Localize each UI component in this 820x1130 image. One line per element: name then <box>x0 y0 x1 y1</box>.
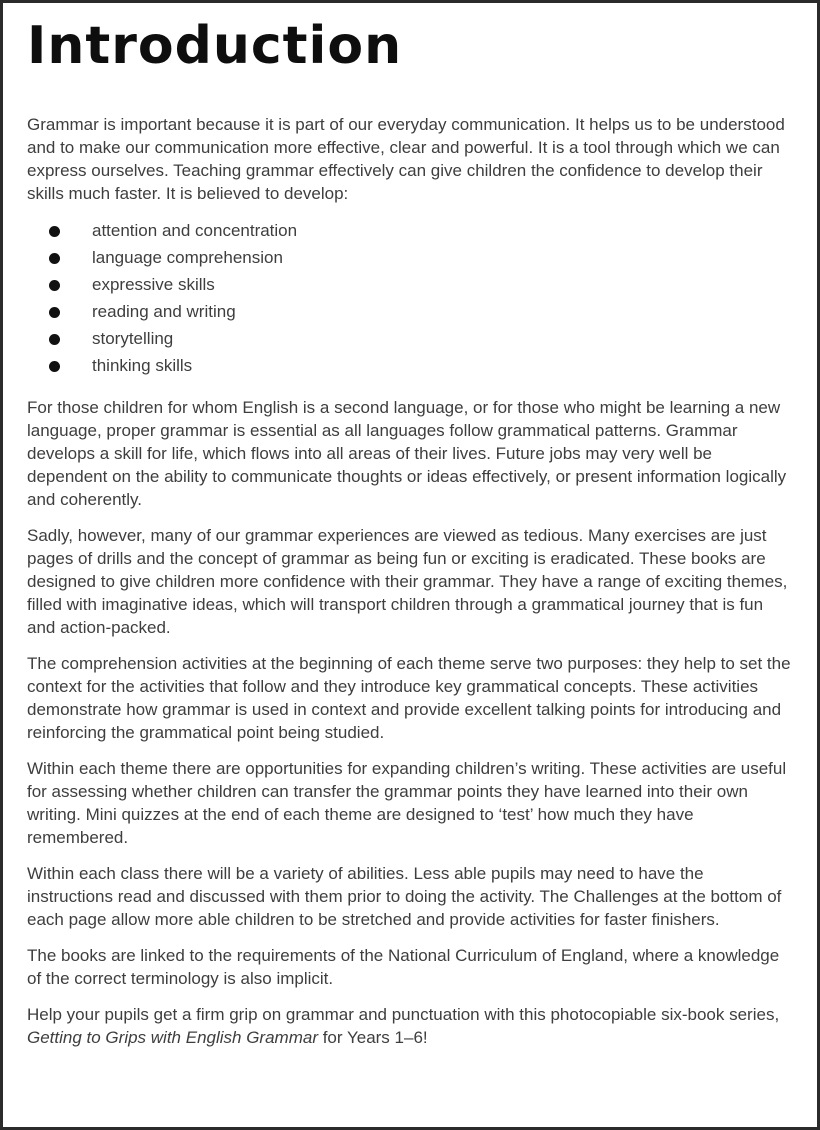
bullet-item-label: thinking skills <box>92 356 193 376</box>
paragraph-abilities: Within each class there will be a variety of abilities. Less able pupils may need to have the instructions read and discussed with them prior to doing the activity. The Challenges at the bottom of each page allow more able children to be stretched and provide activities for faster finishers. <box>27 863 782 929</box>
bullet-item <box>27 326 793 353</box>
bullet-item-label: reading and writing <box>92 302 236 322</box>
bullet-item-label: attention and concentration <box>92 221 298 241</box>
bullet-dot-icon <box>49 334 60 345</box>
paragraph-closing <box>27 1003 793 1049</box>
page-content <box>3 3 817 1049</box>
bullet-item <box>27 245 793 272</box>
paragraph-curriculum: The books are linked to the requirements of the National Curriculum of England, where a knowledge of the correct terminology is also implicit. <box>27 945 780 988</box>
bullet-dot-icon <box>49 226 60 237</box>
closing-text-pre: Help your pupils get a firm grip on grammar and punctuation with this photocopiable six-book series, <box>27 1004 780 1024</box>
bullet-dot-icon <box>49 361 60 372</box>
bullet-dot-icon <box>49 253 60 264</box>
bullet-item <box>27 353 793 380</box>
paragraph-writing: Within each theme there are opportunities for expanding children’s writing. These activities are useful for assessing whether children can transfer the grammar points they have learned into their own writing. Mini quizzes at the end of each theme are designed to ‘test’ how much they have remembered. <box>27 758 787 847</box>
bullet-item-label: expressive skills <box>92 275 215 295</box>
paragraph-second-language: For those children for whom English is a second language, or for those who might be learning a new language, proper grammar is essential as all languages follow grammatical patterns. Grammar develops a skill for life, which flows into all areas of their lives. Future jobs may very well be dependent on the ability to communicate thoughts or ideas effectively, or present information logically and coherently. <box>27 397 787 509</box>
paragraph-intro: Grammar is important because it is part of our everyday communication. It helps us to be understood and to make our communication more effective, clear and powerful. It is a tool through which we can express ourselves. Teaching grammar effectively can give children the confidence to develop their skills much faster. It is believed to develop: <box>27 114 785 203</box>
bullet-item-label: language comprehension <box>92 248 283 268</box>
paragraph-tedious: Sadly, however, many of our grammar experiences are viewed as tedious. Many exercises are just pages of drills and the concept of grammar as being fun or exciting is eradicated. These books are designed to give children more confidence with their grammar. They have a range of exciting themes, filled with imaginative ideas, which will transport children through a grammatical journey that is fun and action-packed. <box>27 525 788 637</box>
bullet-item <box>27 299 793 326</box>
bullet-item <box>27 272 793 299</box>
bullet-dot-icon <box>49 307 60 318</box>
bullet-item <box>27 218 793 245</box>
page-title: Introduction <box>27 16 403 76</box>
paragraph-comprehension: The comprehension activities at the beginning of each theme serve two purposes: they help to set the context for the activities that follow and they introduce key grammatical concepts. These activities demonstrate how grammar is used in context and provide excellent talking points for introducing and reinforcing the grammatical point being studied. <box>27 653 791 742</box>
book-series-title: Getting to Grips with English Grammar <box>27 1027 318 1047</box>
bullet-dot-icon <box>49 280 60 291</box>
bullet-item-label: storytelling <box>92 329 174 349</box>
closing-text-post: for Years 1–6! <box>317 1027 428 1047</box>
develop-skills-bullet-list <box>27 218 793 380</box>
